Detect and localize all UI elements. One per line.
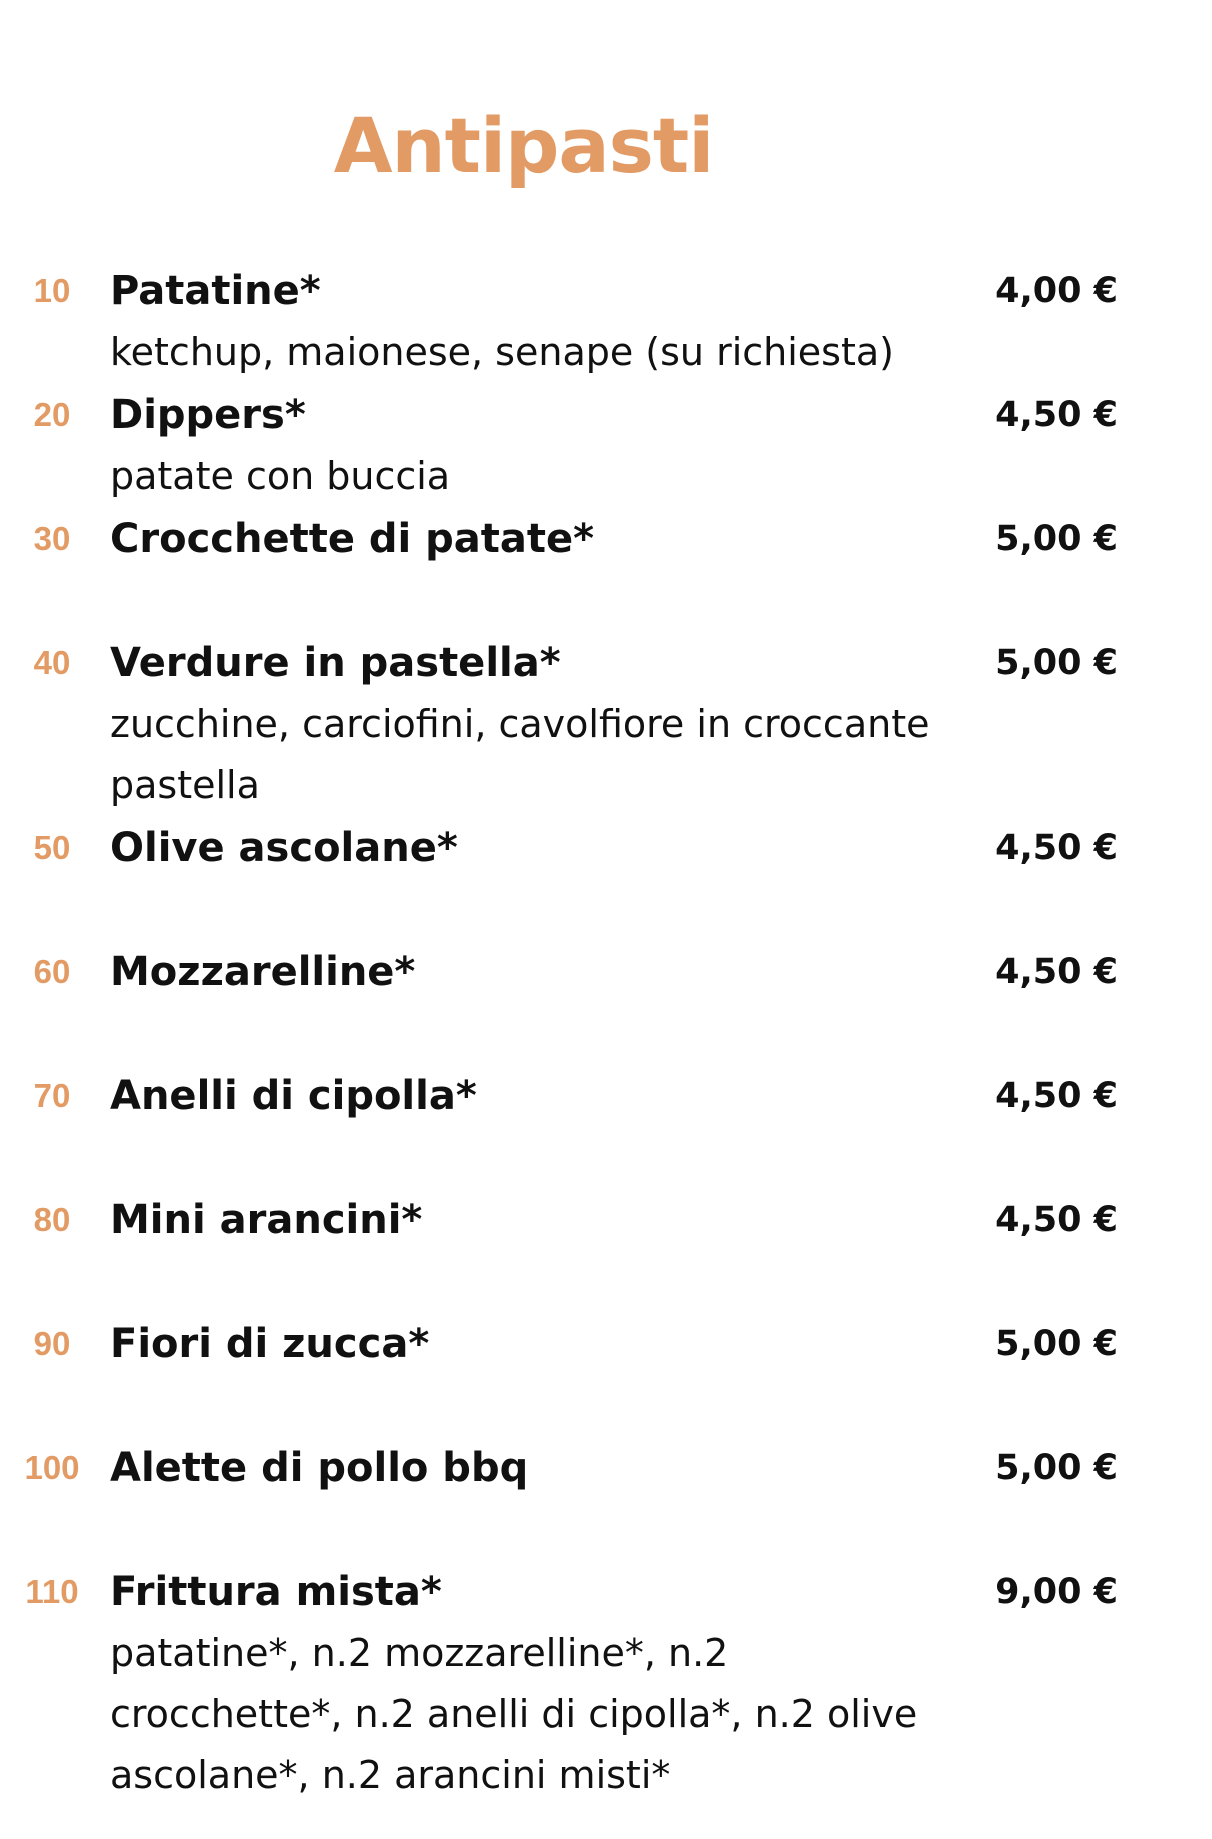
item-number: 10 [33, 272, 71, 309]
item-price: 4,50 € [995, 828, 1118, 868]
item-price: 5,00 € [995, 519, 1118, 559]
item-name: Dippers* [110, 392, 306, 438]
item-name: Crocchette di patate* [110, 516, 595, 562]
page-title: Antipasti [333, 101, 714, 190]
item-description: zucchine, carciofini, cavolfiore in croccante pastella [110, 702, 930, 807]
item-name: Mozzarelline* [110, 949, 416, 995]
item-number: 70 [33, 1077, 71, 1114]
item-number: 60 [33, 953, 71, 990]
item-price: 4,50 € [995, 1200, 1118, 1240]
item-number: 50 [33, 829, 71, 866]
item-name: Frittura mista* [110, 1569, 442, 1615]
item-description: patatine*, n.2 mozzarelline*, n.2 crocchette*, n.2 anelli di cipolla*, n.2 olive ascolane*, n.2 arancini misti* [110, 1631, 918, 1797]
item-number: 30 [33, 520, 71, 557]
item-description: patate con buccia [110, 454, 451, 498]
item-name: Anelli di cipolla* [110, 1073, 477, 1119]
item-name: Fiori di zucca* [110, 1321, 430, 1367]
item-name: Alette di pollo bbq [110, 1445, 529, 1491]
item-number: 110 [25, 1573, 79, 1610]
item-price: 4,50 € [995, 952, 1118, 992]
item-description: ketchup, maionese, senape (su richiesta) [110, 330, 894, 374]
item-number: 40 [33, 644, 71, 681]
item-name: Mini arancini* [110, 1197, 423, 1243]
item-name: Verdure in pastella* [110, 640, 561, 686]
item-number: 80 [33, 1201, 71, 1238]
item-price: 4,50 € [995, 395, 1118, 435]
item-price: 5,00 € [995, 1324, 1118, 1364]
item-name: Olive ascolane* [110, 825, 458, 871]
item-price: 4,50 € [995, 1076, 1118, 1116]
item-name: Patatine* [110, 268, 321, 314]
item-price: 9,00 € [995, 1572, 1118, 1612]
item-number: 90 [33, 1325, 71, 1362]
item-price: 5,00 € [995, 1448, 1118, 1488]
item-price: 4,00 € [995, 271, 1118, 311]
item-price: 5,00 € [995, 643, 1118, 683]
item-number: 100 [24, 1449, 80, 1486]
item-number: 20 [33, 396, 71, 433]
